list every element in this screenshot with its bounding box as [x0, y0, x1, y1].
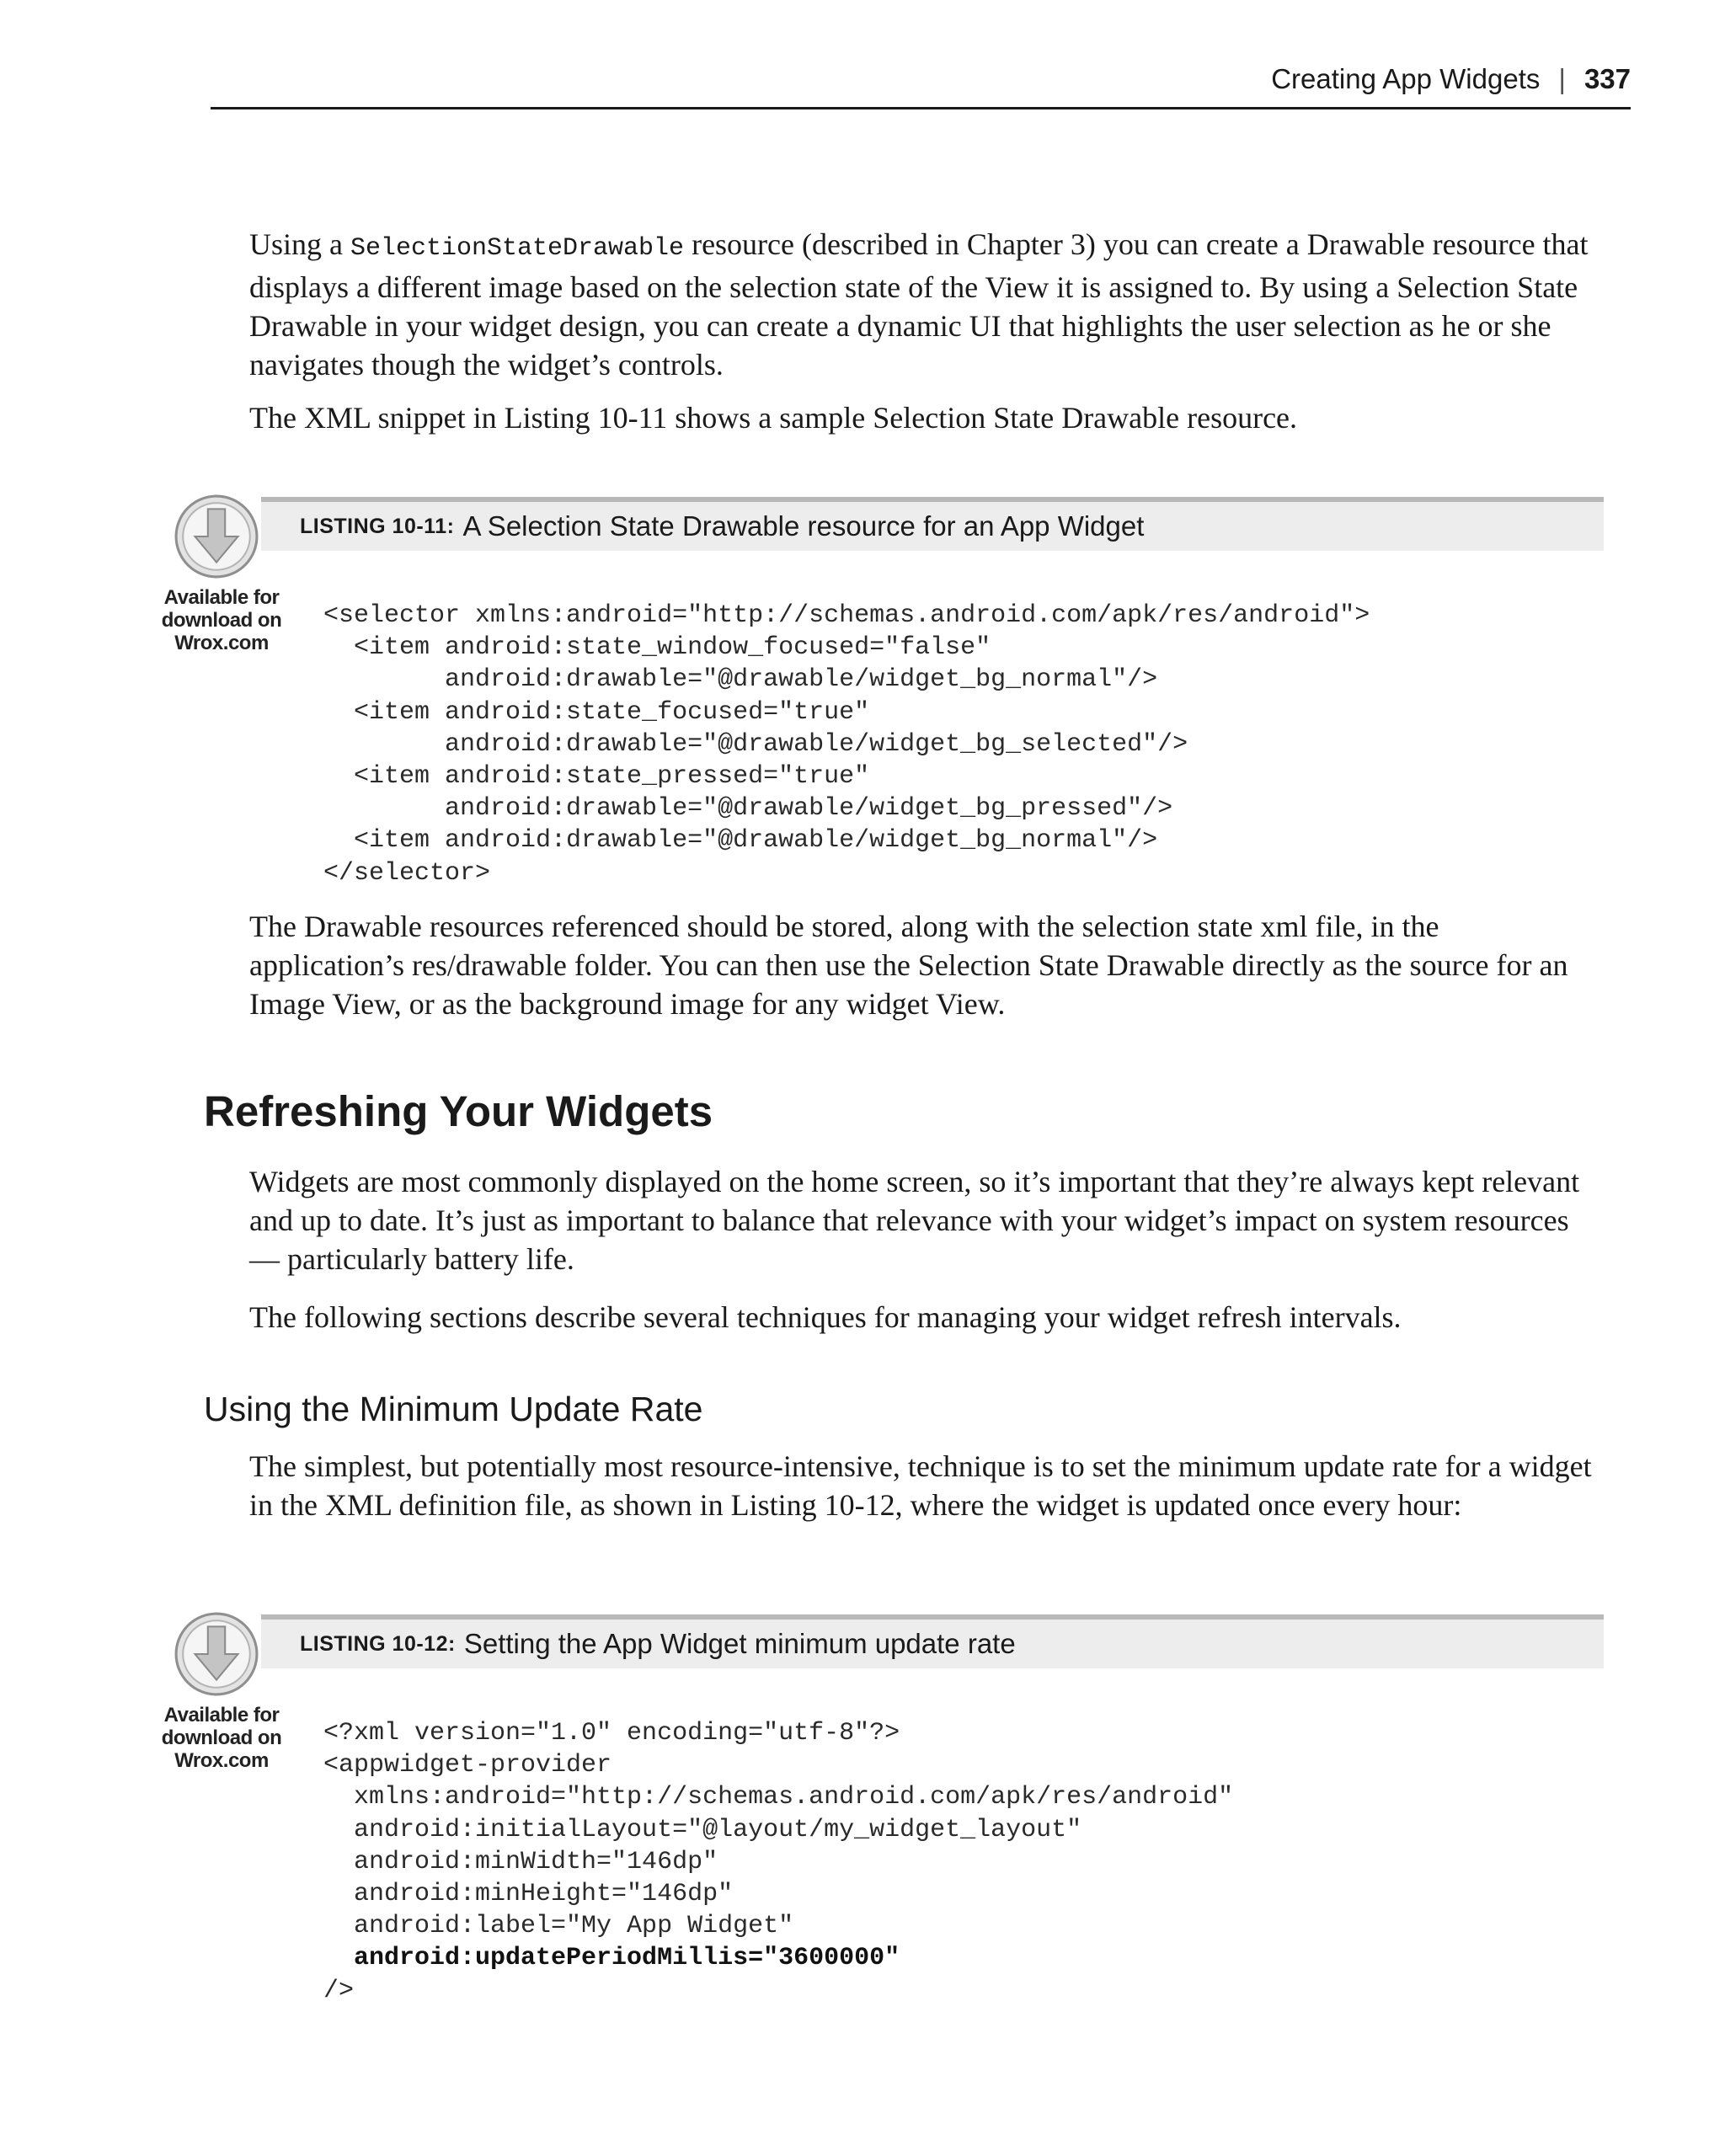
listing-title: A Selection State Drawable resource for an App Widget	[462, 510, 1145, 542]
intro-paragraph-1: Using a SelectionStateDrawable resource (described in Chapter 3) you can create a Drawable resource that displays a different image based on the selection state of the View it is assigned to. By using a Selection State Drawable in your widget design, you can create a dynamic UI that highlights the user selection as he or she navigates though the widget’s controls.	[249, 227, 1589, 382]
listing-10-11-title-bar	[261, 497, 1604, 551]
paragraph-after-listing-10-11: The Drawable resources referenced should be stored, along with the selection state xml file, in the application’s res/drawable folder. You can then use the Selection State Drawable directly as the source for an Image View, or as the background image for any widget View.	[249, 910, 1568, 1021]
inline-code-selectionstatedrawable: SelectionStateDrawable	[350, 234, 685, 263]
code-listing-10-12: <?xml version="1.0" encoding="utf-8"?> <appwidget-provider xmlns:android="http://schemas.android.com/apk/res/android" android:initialLayout="@layout/my_widget_layout" android:minWidth="146dp" android:minHeight="146dp" android:label="My App Widget" android:updatePeriodMillis="3600000" />	[323, 1719, 1234, 2005]
download-badge-text: Available for download on Wrox.com	[161, 586, 282, 654]
running-header	[211, 63, 1631, 109]
section-paragraph-1: Widgets are most commonly displayed on the home screen, so it’s important that they’re always kept relevant and up to date. It’s just as important to balance that relevance with your widget’s impact on system resources — particularly battery life.	[249, 1165, 1580, 1276]
download-badge-text: Available for download on Wrox.com	[161, 1704, 282, 1772]
download-arrow-icon	[174, 494, 259, 579]
code-highlight-update-period: android:updatePeriodMillis="3600000"	[323, 1944, 900, 1973]
listing-label: LISTING 10-12:	[300, 1631, 456, 1656]
code-listing-10-11: <selector xmlns:android="http://schemas.android.com/apk/res/android"> <item android:state_window_focused="false" android:drawable="@drawable/widget_bg_normal"/> <item android:state_focused="true" android:drawable="@drawable/widget_bg_selected"/> <item android:state_pressed="true" android:drawable="@drawable/widget_bg_pressed"/> <item android:drawable="@drawable/widget_bg_normal"/> </selector>	[323, 601, 1370, 888]
section-paragraph-2: The following sections describe several techniques for managing your widget refresh intervals.	[249, 1300, 1402, 1334]
subsection-paragraph-1: The simplest, but potentially most resource-intensive, technique is to set the minimum update rate for a widget in the XML definition file, as shown in Listing 10-12, where the widget is updated once every hour:	[249, 1449, 1592, 1522]
section-heading-refreshing: Refreshing Your Widgets	[204, 1087, 713, 1135]
page-number: 337	[1583, 63, 1631, 94]
listing-title: Setting the App Widget minimum update rate	[463, 1628, 1016, 1659]
header-separator: |	[1558, 63, 1566, 94]
download-arrow-icon	[174, 1611, 259, 1697]
intro-paragraph-2: The XML snippet in Listing 10-11 shows a sample Selection State Drawable resource.	[249, 401, 1298, 435]
listing-label: LISTING 10-11:	[300, 514, 455, 538]
chapter-section-title: Creating App Widgets	[1271, 63, 1541, 94]
listing-10-12-title-bar	[261, 1614, 1604, 1668]
subsection-heading-minimum-update-rate: Using the Minimum Update Rate	[204, 1390, 703, 1428]
